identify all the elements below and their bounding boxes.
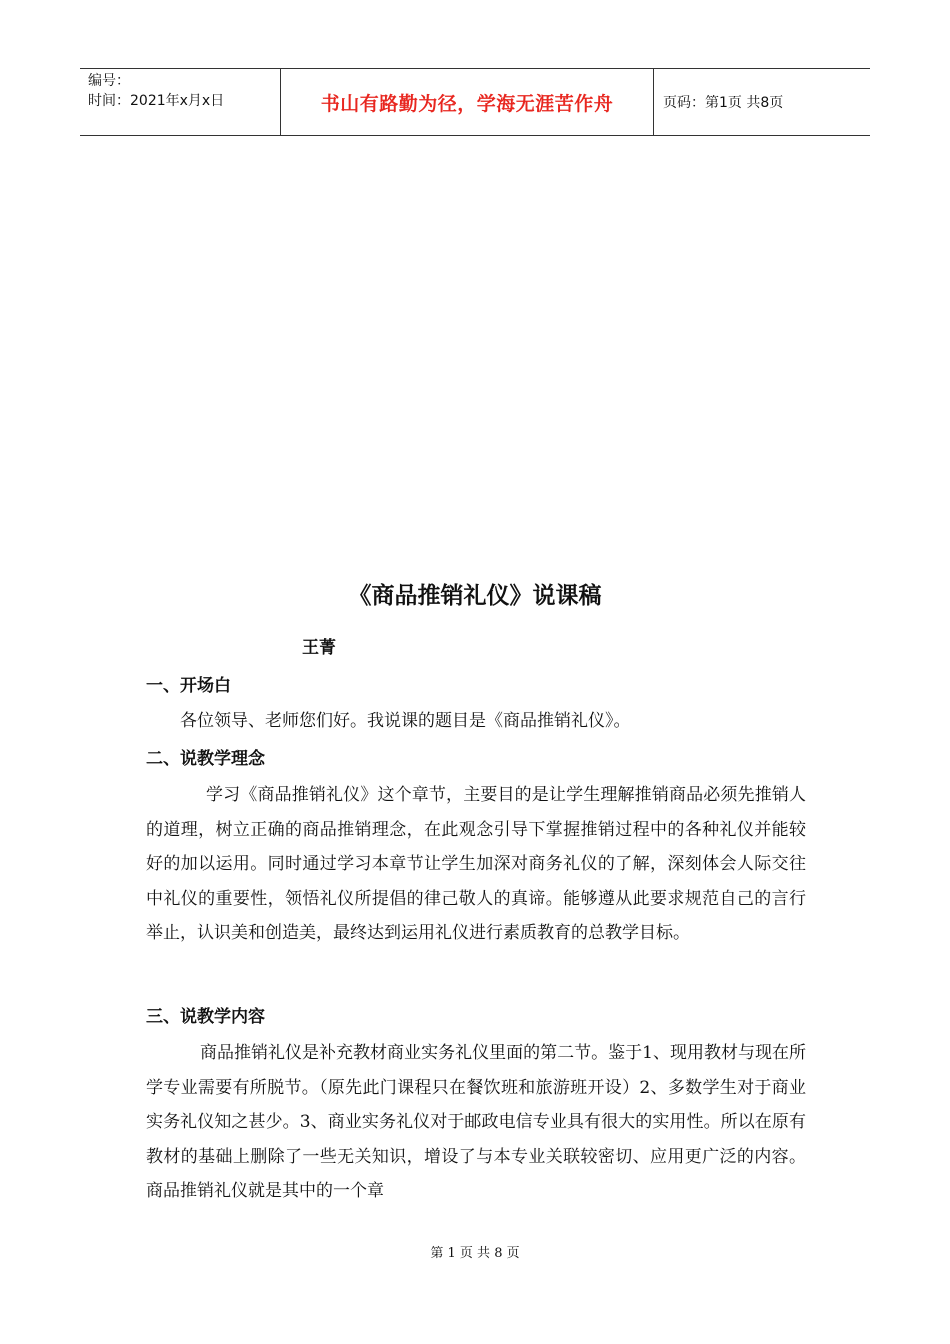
section-paragraph-teaching-philosophy: 学习《商品推销礼仪》这个章节，主要目的是让学生理解推销商品必须先推销人的道理，树立正确的商品推销理念，在此观念引导下掌握推销过程中的各种礼仪并能较好的加以运用。同时通过学习本章节让学生加深对商务礼仪的了解，深刻体会人际交往中礼仪的重要性，领悟礼仪所提倡的律己敬人的真谛。能够遵从此要求规范自己的言行举止，认识美和创造美，最终达到运用礼仪进行素质教育的总教学目标。 xyxy=(146,785,806,943)
document-title: 《商品推销礼仪》说课稿 xyxy=(348,583,602,609)
section-paragraph-opening: 各位领导、老师您们好。我说课的题目是《商品推销礼仪》。 xyxy=(180,711,631,731)
author-name: 王菁 xyxy=(302,638,336,658)
date-line: 时间：2021年x月x日 xyxy=(88,93,225,109)
header-motto: 书山有路勤为径，学海无涯苦作舟 xyxy=(281,69,654,135)
section-paragraph-teaching-content: 商品推销礼仪是补充教材商业实务礼仪里面的第二节。鉴于1、现用教材与现在所学专业需要有所脱节。（原先此门课程只在餐饮班和旅游班开设）2、多数学生对于商业实务礼仪知之甚少。3、商业实务礼仪对于邮政电信专业具有很大的实用性。所以在原有教材的基础上删除了一些无关知识，增设了与本专业关联较密切、应用更广泛的内容。商品推销礼仪就是其中的一个章 xyxy=(146,1043,806,1201)
section-heading-teaching-philosophy: 二、说教学理念 xyxy=(146,749,265,769)
header-info-cell xyxy=(80,69,281,135)
header-page-code: 页码：第1页 共8页 xyxy=(663,95,784,111)
page-footer: 第 1 页 共 8 页 xyxy=(430,1246,520,1261)
number-label: 编号： xyxy=(88,73,130,89)
document-header xyxy=(80,68,870,136)
section-heading-teaching-content: 三、说教学内容 xyxy=(146,1007,265,1027)
section-heading-opening: 一、开场白 xyxy=(146,676,231,696)
